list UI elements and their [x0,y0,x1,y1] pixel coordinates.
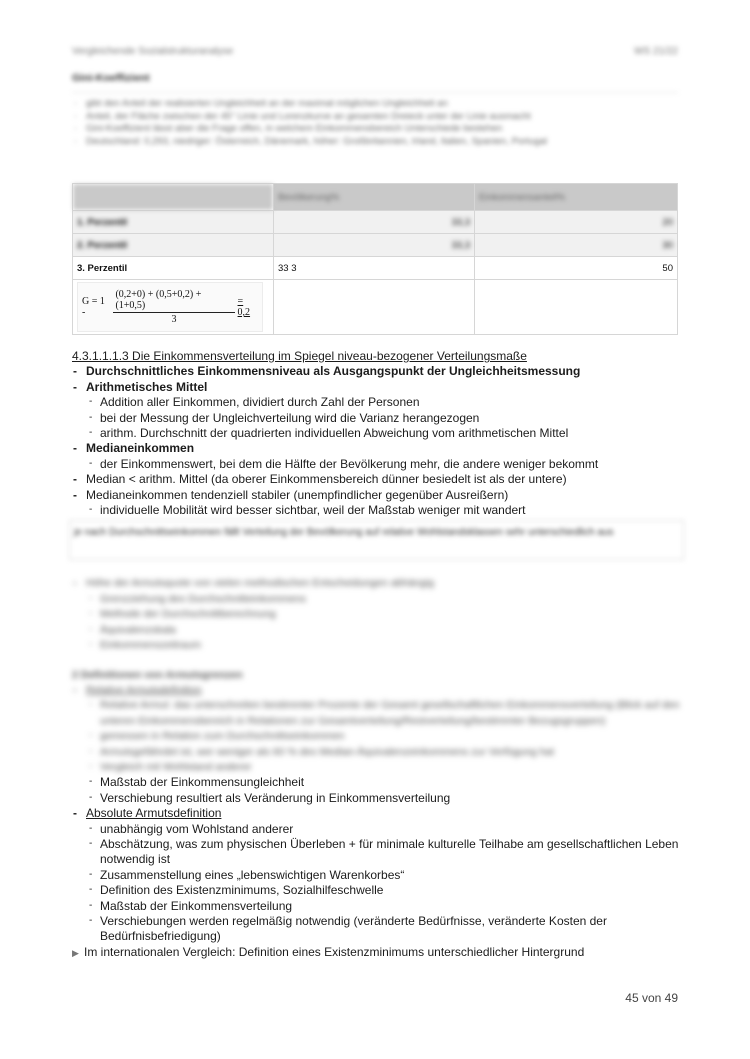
header-course-title: Vergleichende Sozialstrukturanalyse [72,46,234,57]
page-header [72,46,678,57]
gini-formula [77,282,263,332]
list-item: - Relative Armutsdefinition [72,683,684,698]
list-item: - Medianeinkommen tendenziell stabiler (unempfindlicher gegenüber Ausreißern) [72,488,684,503]
list-item: - Einkommenszeitraum [72,638,684,653]
formula-fraction [113,289,234,325]
table-cell-value: 20 [475,211,678,234]
list-item: - Äquivalenzskala [72,623,684,638]
table-cell-label: 3. Perzentil [73,257,274,280]
gini-section [72,72,678,148]
list-item: - Absolute Armutsdefinition [72,806,684,821]
gini-title: Gini-Koeffizient [72,72,150,84]
gini-bullet: ◦ Gini-Koeffizient lässt aber die Frage offen, in welchem Einkommensbereich Unterschiede bestehen [74,123,678,136]
table-formula-row [73,280,678,335]
list-item: - Maßstab der Einkommensverteilung [72,899,684,914]
table-cell-value: 33 3 [274,257,475,280]
list-item: - Armutsgefährdet ist, wer weniger als 60 % des Median-Äquivalenzeinkommens zur Verfügung hat [72,745,684,760]
formula-denominator: 3 [171,314,177,325]
list-item: - Median < arithm. Mittel (da oberer Einkommensbereich dünner besiedelt ist als der untere) [72,472,684,487]
list-item: - Relative Armut: das unterschreiten bestimmter Prozente der Gesamt gesellschaftlichen Einkommensverteilung (Blick auf den unteren Einkommensbereich in Relationen zur Gesamtverteilung/Restverteilung/bestimmter Bezugsgruppen) [72,698,684,729]
list-item: - individuelle Mobilität wird besser sichtbar, weil der Maßstab weniger mit wandert [72,503,684,518]
formula-numerator: (0,2+0) + (0,5+0,2) + (1+0,5) [113,289,234,313]
main-text [72,349,684,960]
list-item: - Arithmetisches Mittel [72,380,684,395]
list-item: - Durchschnittliches Einkommensniveau als Ausgangspunkt der Ungleichheitsmessung [72,364,684,379]
list-item: - Verschiebung resultiert als Veränderung in Einkommensverteilung [72,791,684,806]
list-item: - gemessen in Relation zum Durchschnittseinkommen [72,729,684,744]
note-box: je nach Durchschnittseinkommen fällt Verteilung der Bevölkerung auf relative Wohlstandsklassen sehr unterschiedlich aus [69,520,684,560]
gini-bullet: ◦ Deutschland: 0,293, niedriger: Österreich, Dänemark, höher: Großbritannien, Irland, Italien, Spanien, Portugal [74,136,678,149]
formula-cell [73,280,274,335]
formula-result: = 0,2 [237,296,251,318]
section-title: 2 Definitionen von Armutsgrenzen [72,668,243,681]
table-cell-empty [274,280,475,335]
table-header-row [73,184,678,211]
list-item: - Zusammenstellung eines „lebenswichtigen Warenkorbes“ [72,868,684,883]
gini-bullet-box [72,92,678,148]
table-row [73,234,678,257]
table-cell-value: 50 [475,257,678,280]
list-item: - Vergleich mit Wohlstand anderer [72,760,684,775]
table-cell-label: 2. Perzentil [73,234,274,257]
list-item: - unabhängig vom Wohlstand anderer [72,822,684,837]
header-semester: WS 21/22 [634,46,678,57]
table-cell-empty [475,280,678,335]
list-item: - Addition aller Einkommen, dividiert durch Zahl der Personen [72,395,684,410]
list-item: - Abschätzung, was zum physischen Überleben + für minimale kulturelle Teilhabe am gesellschaftlichen Leben notwendig ist [72,837,684,868]
table-row [73,211,678,234]
table-header-cell: Bevölkerung% [274,184,475,211]
list-item: ▶ Im internationalen Vergleich: Definition eines Existenzminimums unterschiedlicher Hintergrund [72,945,684,960]
list-item: - arithm. Durchschnitt der quadrierten individuellen Abweichung vom arithmetischen Mittel [72,426,684,441]
list-item: - Maßstab der Einkommensungleichheit [72,775,684,790]
list-item: - Definition des Existenzminimums, Sozialhilfeschwelle [72,883,684,898]
table-header-cell [73,184,274,211]
list-item: - Grenzziehung des Durchschnitteinkommens [72,592,684,607]
gini-bullet: ◦ gibt den Anteil der realisierten Ungleichheit an der maximal möglichen Ungleichheit an [74,98,678,111]
list-item: - Höhe der Armutsquote von vielen methodischen Entscheidungen abhängig [72,576,684,591]
list-item: - Medianeinkommen [72,441,684,456]
table-header-cell: Einkommensanteil% [475,184,678,211]
table-row [73,257,678,280]
blurred-poverty-block [72,576,684,775]
section-title: 4.3.1.1.1.3 Die Einkommensverteilung im Spiegel niveau-bezogener Verteilungsmaße [72,349,527,363]
list-item: - Verschiebungen werden regelmäßig notwendig (veränderte Bedürfnisse, veränderte Kosten der Bedürfnisbefriedigung) [72,914,684,945]
table-cell-value: 30 [475,234,678,257]
table-cell-value: 33,3 [274,234,475,257]
list-item: - bei der Messung der Ungleichverteilung wird die Varianz herangezogen [72,411,684,426]
table-cell-value: 33,3 [274,211,475,234]
list-item: - Methode der Durchschnittberechnung [72,607,684,622]
page-number: 45 von 49 [625,991,678,1005]
table-cell-label: 1. Perzentil [73,211,274,234]
formula-lhs: G = 1 - [82,296,105,318]
percentile-table [72,183,678,335]
gini-bullet: ◦ Anteil, der Fläche zwischen der 45° Linie und Lorenzkurve an gesamten Dreieck unter der Linie ausmacht [74,111,678,124]
list-item: - der Einkommenswert, bei dem die Hälfte der Bevölkerung mehr, die andere weniger bekommt [72,457,684,472]
